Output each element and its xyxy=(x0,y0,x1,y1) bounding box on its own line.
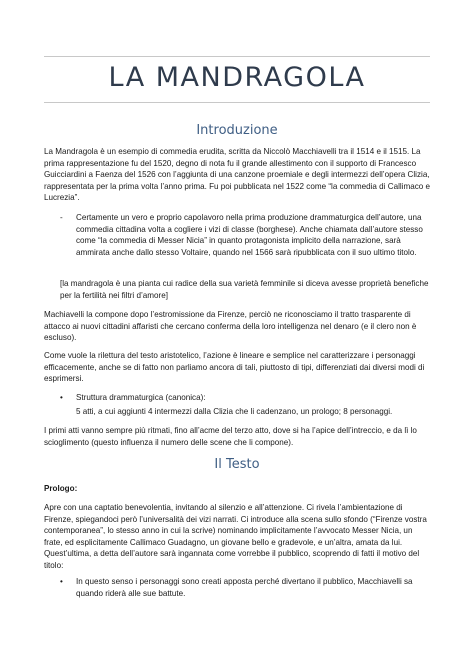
dash-bullet-text: Certamente un vero e proprio capolavoro nella prima produzione drammaturgica dell’autore, una commedia cittadina volta a cogliere i vizi di classe (borghese). Anche chiamata dall’autore stesso come “la commedia di Messer Nicia” in quanto protagonista implicito della narrazione, sarà ammirata anche dallo stesso Voltaire, quando nel 1566 sarà ripubblicata con il suo ultimo titolo. xyxy=(76,213,423,257)
structure-bullet-line-1: Struttura drammaturgica (canonica): xyxy=(76,393,206,402)
section-heading-introduzione: Introduzione xyxy=(196,123,278,138)
prologo-paragraph: Apre con una captatio benevolentia, invitando al silenzio e all’attenzione. Ci rivela l’ambientazione di Firenze, spiegandoci però l’universalità dei vizi narrati. Ci introduce alla scena sullo sfondo (“Firenze vostra contemporanea”, lo stesso anno in cui la scrive) nominando implicitamente l’avvocato Messer Nicia, un frate, ed esplicitamente Callimaco Guadagno, un giovane bello e gradevole, e un’altra, amata da lui. Quest’ultima, a detta dell’autore sarà ingannata come vorrebbe il pubblico, scoprendo di fatti il motivo del titolo: xyxy=(44,503,427,570)
dot-bullet-mark: • xyxy=(60,393,63,402)
dash-bullet-mark: - xyxy=(60,213,63,222)
top-rule xyxy=(44,56,430,57)
bracket-note: [la mandragola è una pianta cui radice della sua varietà femminile si diceva avesse proprietà benefiche per la fertilità nei filtri d’amore] xyxy=(60,279,429,300)
structure-bullet-line-2: 5 atti, a cui aggiunti 4 intermezzi dalla Clizia che li cadenzano, un prologo; 8 personaggi. xyxy=(76,407,393,416)
intro-paragraph-2: Machiavelli la compone dopo l’estromissione da Firenze, perciò ne riconosciamo il tratto trasparente di attacco ai nuovi cittadini affaristi che cercano conferma della loro intelligenza nel denaro (e il clero non è escluso). xyxy=(44,310,417,343)
prologo-bullet-text: In questo senso i personaggi sono creati apposta perché divertano il pubblico, Macchiavelli sa quando riderà alle sue battute. xyxy=(76,577,413,598)
title-rule xyxy=(44,102,430,103)
section-heading-il-testo: Il Testo xyxy=(214,457,260,472)
intro-paragraph-3: Come vuole la rilettura del testo aristotelico, l’azione è lineare e semplice nel caratterizzare i personaggi efficacemente, anche se di fatto non parliamo ancora di tali, piuttosto di tipi, differenziati dai diversi modi di esprimersi. xyxy=(44,351,425,384)
prologo-bullet-mark: • xyxy=(60,577,63,586)
intro-paragraph-4: I primi atti vanno sempre più ritmati, fino all’acme del terzo atto, dove si ha l’apice dell’intreccio, e da lì lo scioglimento (questo influenza il numero delle scene che li compone). xyxy=(44,426,417,447)
prologo-label: Prologo: xyxy=(44,484,78,493)
document-title: LA MANDRAGOLA xyxy=(108,62,366,93)
intro-paragraph-1: La Mandragola è un esempio di commedia erudita, scritta da Niccolò Macchiavelli tra il 1514 e il 1515. La prima rappresentazione fu del 1520, degno di nota fu il grande allestimento con il supporto di Francesco Guicciardini a Faenza del 1526 con l’aggiunta di una canzone proemiale e degli intermezzi dell’opera Clizia, rappresentata per la prima volta l’anno prima. Fu poi pubblicata nel 1522 come “la commedia di Callimaco e Lucrezia”. xyxy=(44,147,431,203)
